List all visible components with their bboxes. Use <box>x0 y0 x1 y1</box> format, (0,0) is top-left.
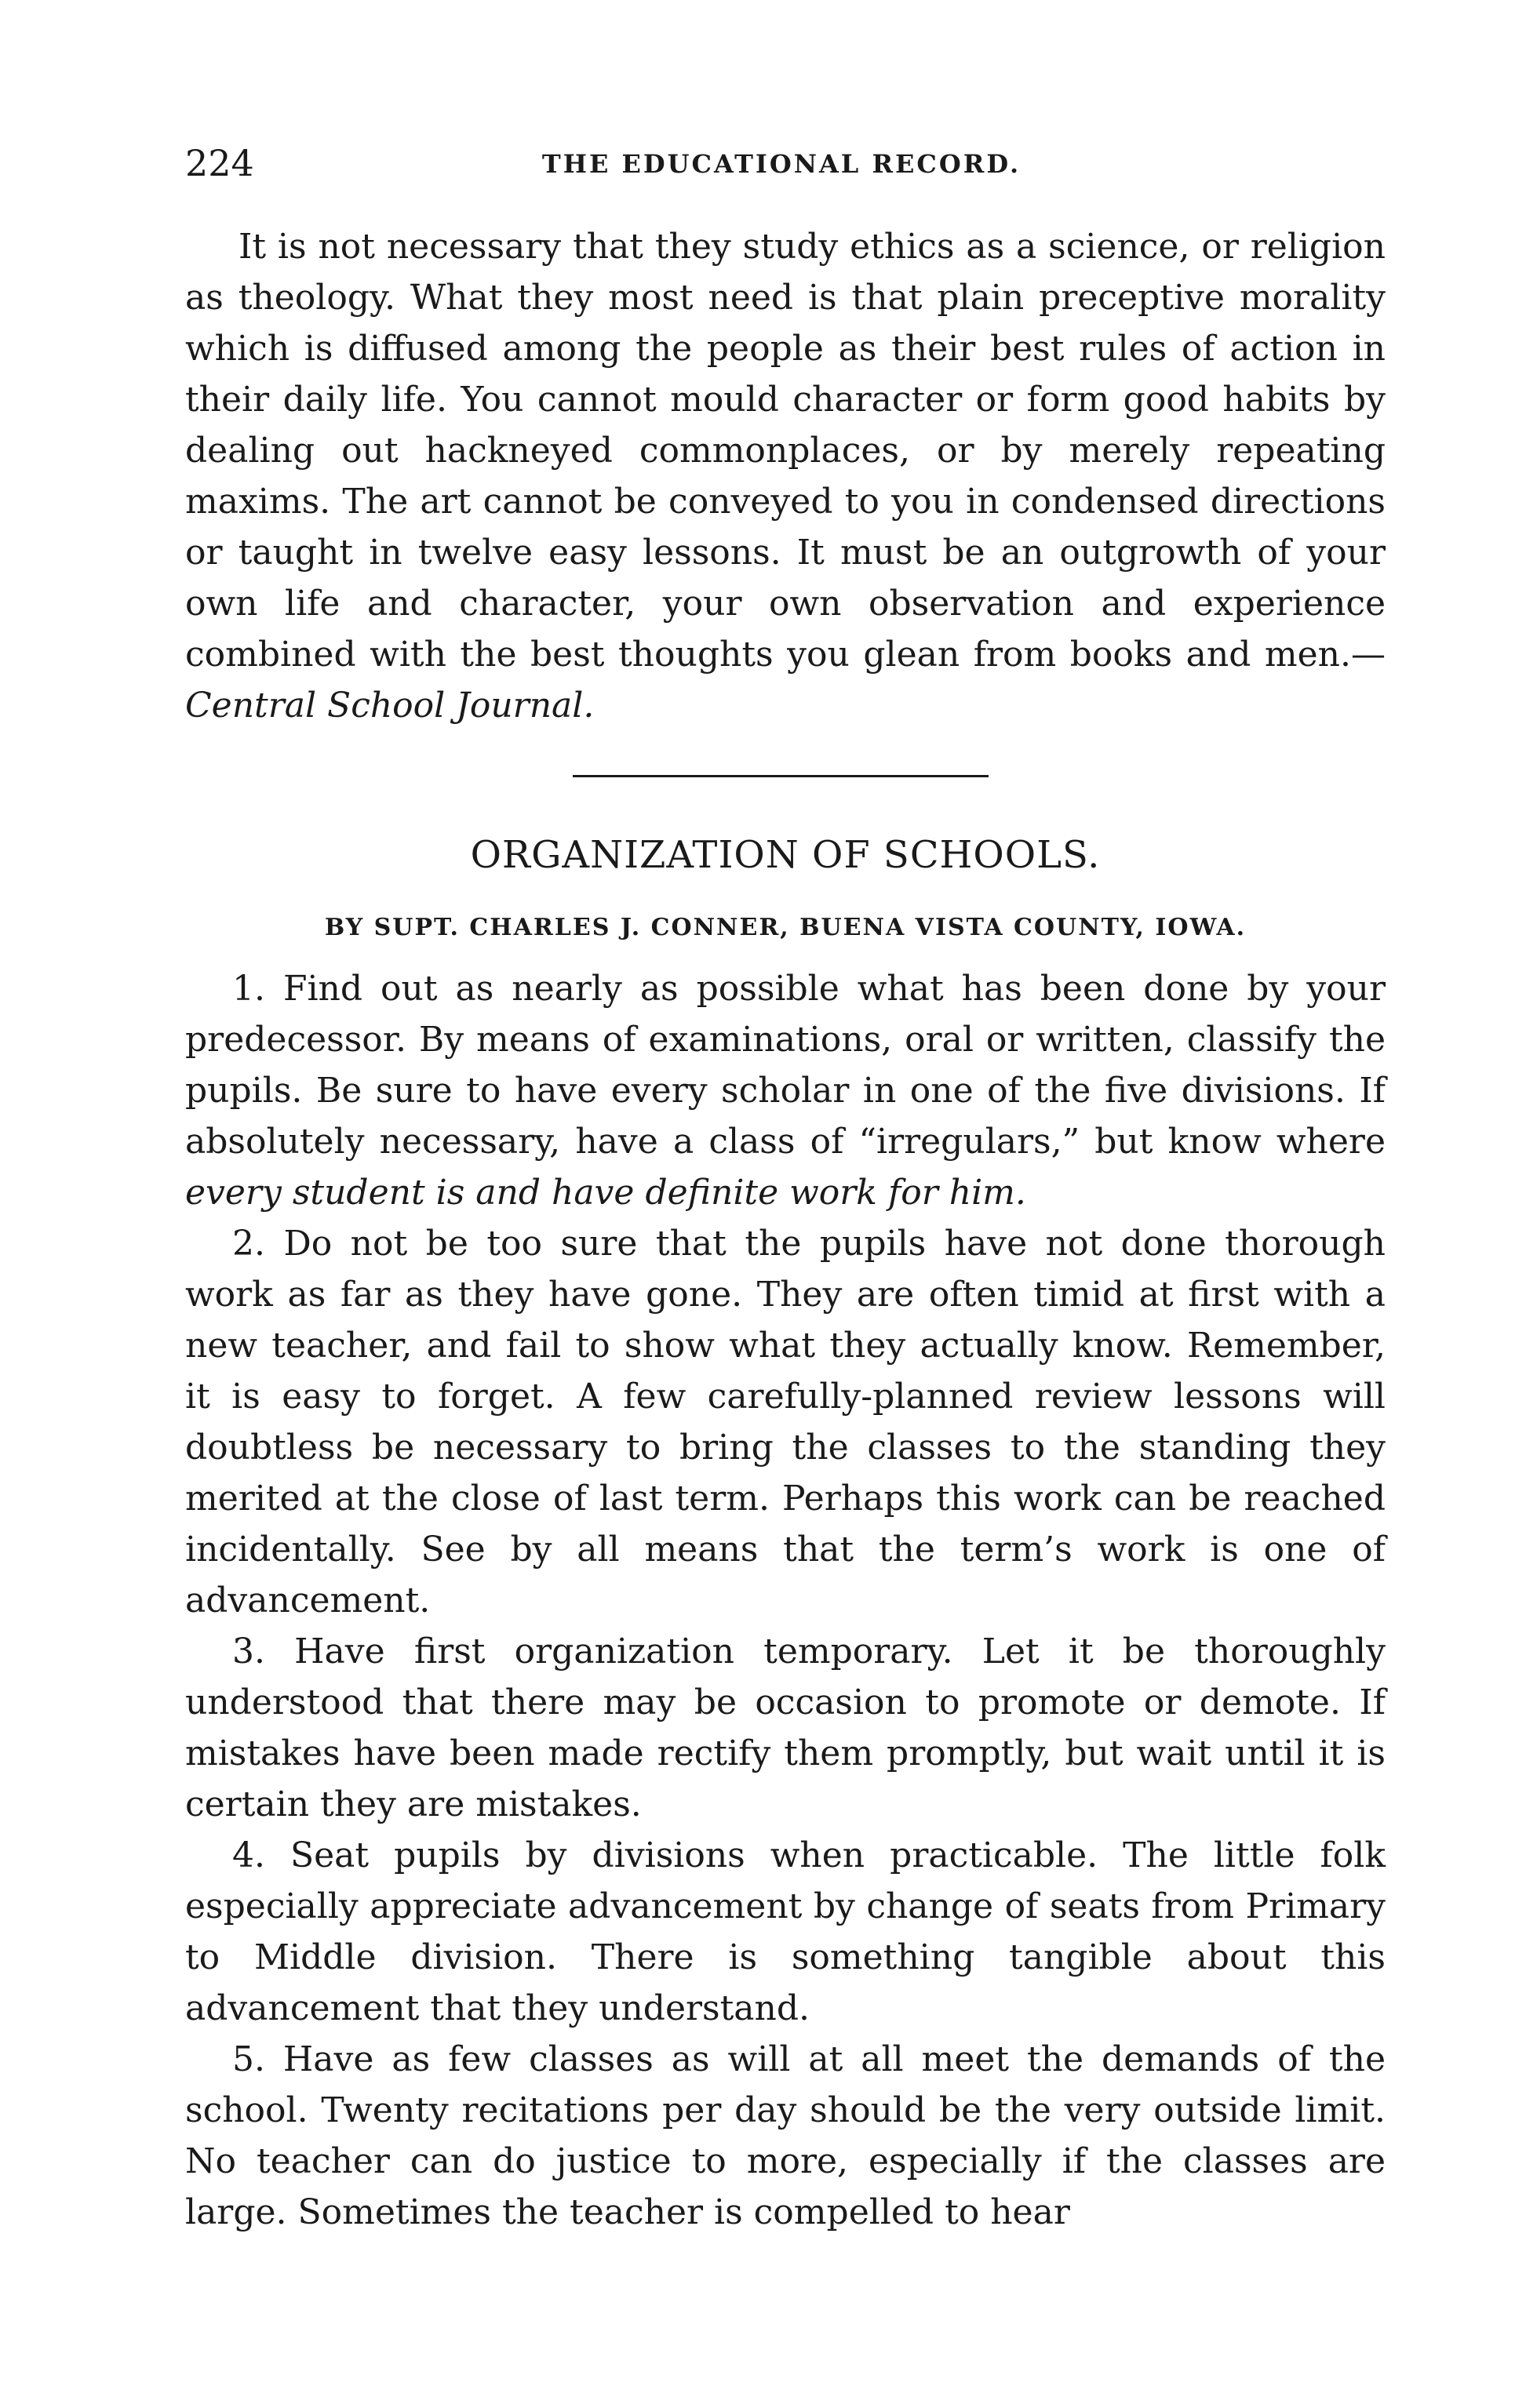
item-text: 4. Seat pupils by divisions when practicable. The little folk especially appreciate advancement by change of seats from Primary to Middle division. There is something tangible about this advancement that they understand. <box>185 1835 1386 2028</box>
article-byline: BY SUPT. CHARLES J. CONNER, BUENA VISTA COUNTY, IOWA. <box>324 914 1247 941</box>
article-title: ORGANIZATION OF SCHOOLS. <box>470 833 1101 877</box>
item-text: 2. Do not be too sure that the pupils have not done thorough work as far as they have gone. They are often timid at first with a new teacher, and fail to show what they actually know. Remember, it is easy to forget. A few carefully-planned review lessons will doubtless be necessary to bring the classes to the standing they merited at the close of last term. Perhaps this work can be reached incidentally. See by all means that the term’s work is one of advancement. <box>185 1224 1386 1620</box>
intro-paragraph <box>185 221 1386 731</box>
list-item <box>185 1218 1386 1626</box>
list-item <box>185 2034 1386 2238</box>
item-text: 1. Find out as nearly as possible what has been done by your predecessor. By means of examinations, oral or written, classify the pupils. Be sure to have every scholar in one of the five divisions. If absolutely necessary, have a class of “irregulars,” but know where <box>185 969 1386 1162</box>
list-item <box>185 1626 1386 1830</box>
intro-attribution: Central School Journal. <box>185 686 595 726</box>
section-divider <box>573 775 989 777</box>
item-emphasis: every student is and have definite work for him. <box>185 1173 1026 1213</box>
list-item <box>185 1830 1386 2034</box>
running-head <box>185 140 1378 187</box>
intro-paragraph-block <box>185 221 1386 731</box>
item-text: 3. Have first organization temporary. Let it be thoroughly understood that there may be occasion to promote or demote. If mistakes have been made rectify them promptly, but wait until it is certain they are mistakes. <box>185 1631 1386 1824</box>
article-items <box>185 963 1386 2238</box>
page-number: 224 <box>185 142 254 184</box>
item-text: 5. Have as few classes as will at all meet the demands of the school. Twenty recitations per day should be the very outside limit. No teacher can do justice to more, especially if the classes are large. Sometimes the teacher is compelled to hear <box>185 2039 1386 2232</box>
list-item <box>185 963 1386 1218</box>
journal-title: THE EDUCATIONAL RECORD. <box>541 149 1022 179</box>
intro-text: It is not necessary that they study ethics as a science, or religion as theology. What they most need is that plain preceptive morality which is diffused among the people as their best rules of action in their daily life. You cannot mould character or form good habits by dealing out hackneyed commonplaces, or by merely repeating maxims. The art cannot be conveyed to you in condensed directions or taught in twelve easy lessons. It must be an outgrowth of your own life and character, your own observation and experience combined with the best thoughts you glean from books and men.— <box>185 227 1386 675</box>
